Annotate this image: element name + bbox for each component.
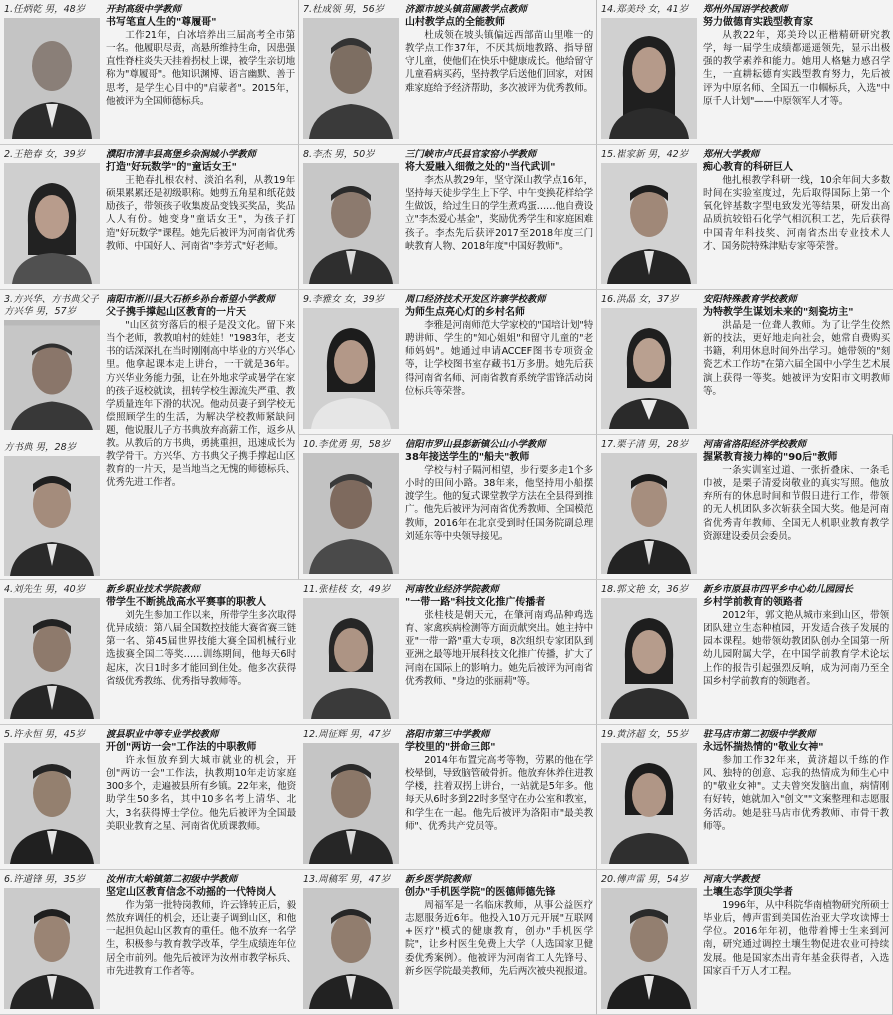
profile-unit: 郑州外国语学校教师 — [703, 4, 788, 15]
portrait-photo — [601, 598, 697, 719]
profile-body: 参加工作32年来，黄济超以千练的作风、独特的创意、忘我的热情成为师生心中的"敬业女神"。丈夫曾突发脑出血，病情刚有好转，她就加入"创文""文案整理和志愿服务活动。她是驻马店市优秀教师、市骨干教师等。 — [703, 755, 889, 832]
portrait-photo — [303, 453, 399, 574]
profile-headline: 学校里的"拼命三郎" — [405, 742, 496, 754]
profile-text — [703, 583, 889, 722]
profile-caption: 20.傅声雷 男，54岁 — [601, 874, 689, 885]
profile-text — [106, 728, 296, 867]
profile-text — [106, 148, 295, 287]
portrait-photo — [601, 453, 697, 574]
portrait-photo — [303, 598, 399, 719]
profile-body: 他扎根教学科研一线，10余年间大多数时间在实验室度过，先后取得国际上第一个氧化锌基数字型电致发光等结果，研发出高品质抗较铅石化学气相沉积工艺，先后获得中国青年科技奖、河南省杰出专业技术人才、国务院特殊津贴专家等荣誉。 — [703, 175, 890, 252]
profile-caption: 18.郭文艳 女，36岁 — [601, 584, 689, 595]
profile-unit: 洛阳市第三中学教师 — [405, 729, 490, 740]
profile-body: 李雅是河南师范大学家校的"国培计划"特聘讲师、学生的"知心姐姐"和留守儿童的"老师妈妈"。她通过申请ACCEF图书专项资金等，让学校图书室存藏书1万多册。她先后获得河南省名师、河南省教育系统学雷锋活动岗位标兵等荣誉。 — [405, 320, 593, 397]
profile-caption: 2.王艳春 女，39岁 — [4, 149, 86, 160]
portrait-photo — [303, 743, 399, 864]
profile-text — [703, 873, 889, 1012]
profile-card-2 — [0, 145, 299, 290]
profile-body: 2012年，郭文艳从城市来到山区，带领团队建立生态种植园，开发适合孩子发展的园本课程。她带领幼教团队创办全国第一所幼儿园附属大学，在中国学前教育学术论坛上作的报告引起强烈反响，成为河南乃至全国乡村学前教育的领跑者。 — [703, 610, 889, 687]
profile-caption-son: 方书典 男，28岁 — [4, 442, 77, 453]
profile-card-15 — [597, 145, 893, 290]
profile-card-10 — [299, 435, 597, 580]
profile-unit: 渡县职业中等专业学校教师 — [106, 729, 219, 740]
profile-body: 1996年，从中科院华南植物研究所硕士毕业后，傅声雷到美国佐治亚大学攻读博士学位。2016年年初，他带着博士生来到河南，研究通过调控土壤生物促进农业可持续发展。他是国家杰出青年基金获得者，入选国家百千万人才工程。 — [703, 900, 889, 977]
profile-card-9 — [299, 290, 597, 435]
portrait-photo — [4, 18, 100, 139]
profile-unit: 汝州市大峪镇第二初级中学教师 — [106, 874, 238, 885]
profile-caption: 6.许道锋 男，35岁 — [4, 874, 86, 885]
profile-text — [405, 148, 593, 287]
profile-headline: 为特教学生谋划未来的"刻瓷坊主" — [703, 307, 854, 319]
profile-unit: 新乡医学院教师 — [405, 874, 471, 885]
profile-card-18 — [597, 580, 893, 725]
profile-text — [703, 148, 890, 287]
profile-card-4 — [0, 580, 299, 725]
profile-caption: 17.栗子清 男，28岁 — [601, 439, 689, 450]
profile-card-3 — [0, 290, 299, 580]
profile-headline: "一带一路"科技文化推广传播者 — [405, 597, 546, 609]
profile-card-8 — [299, 145, 597, 290]
profile-caption: 15.崔家新 男，42岁 — [601, 149, 689, 160]
profile-headline: 为师生点亮心灯的乡村名师 — [405, 307, 525, 319]
profile-text — [703, 438, 889, 577]
profile-unit: 信阳市罗山县彭新镇公山小学教师 — [405, 439, 546, 450]
profile-caption — [4, 294, 100, 318]
profile-text — [703, 728, 889, 867]
profile-caption: 5.许永恒 男，45岁 — [4, 729, 86, 740]
profile-text — [703, 3, 890, 142]
portrait-photo — [601, 743, 697, 864]
profile-text — [405, 583, 593, 722]
profile-caption: 4.刘先生 男，40岁 — [4, 584, 86, 595]
portrait-photo — [601, 163, 697, 284]
profile-headline: 土壤生态学顶尖学者 — [703, 887, 793, 899]
profile-card-19 — [597, 725, 893, 870]
profile-unit: 三门峡市卢氏县官家窑小学教师 — [405, 149, 537, 160]
profile-headline: 38年接送学生的"船夫"教师 — [405, 452, 530, 464]
profile-headline: 永远怀揣热情的"敬业女神" — [703, 742, 824, 754]
profile-text — [106, 3, 295, 142]
profile-text — [106, 293, 295, 577]
portrait-photo — [4, 888, 100, 1009]
profile-text — [703, 293, 890, 432]
profile-text — [405, 3, 593, 142]
profile-card-11 — [299, 580, 597, 725]
profile-headline: 痴心教育的科研巨人 — [703, 162, 793, 174]
profile-card-13 — [299, 870, 597, 1015]
profile-body: 张桂枝是朝天元，在肇河南鸡品种鸡选育、家禽疾病检测等方面贡献突出。她主持中亚"一带一路"重大专项，8次组织专家团队到亚洲之最等地开展科技文化推广传播，扩大了河南在国际上的影响力。她先后被评为河南省优秀教师、"身边的张丽莉"等。 — [405, 610, 593, 687]
profile-text — [405, 728, 593, 867]
profile-card-1 — [0, 0, 299, 145]
profile-headline: 开创"两访一会"工作法的中职教师 — [106, 742, 257, 754]
profile-body: 作为第一批特岗教师，许云锋转正后，毅然放弃调任的机会，还让妻子调到山区，和他一起担负起山区教育的重任。他不放弃一名学生，积极参与教育教学改革，学生成绩连年位居全市前列。他先后被评为汝州市教学标兵、市先进教育工作者等。 — [106, 900, 296, 977]
profile-unit: 新乡职业技术学院教师 — [106, 584, 200, 595]
profile-card-12 — [299, 725, 597, 870]
profile-caption: 13.周稿军 男，47岁 — [303, 874, 391, 885]
profile-headline: 将大爱融入细微之处的"当代武训" — [405, 162, 556, 174]
profile-body: 一条实训室过道、一张折叠床、一条毛巾被，是栗子清爱岗敬业的真实写照。他放弃所有的休息时间和节假日进行工作，带领的无人机团队多次斩获全国大奖。他是河南省优秀青年教师、全国无人机职业教育教学资源建设委员会委员。 — [703, 465, 889, 542]
profile-unit: 周口经济技术开发区许寨学校教师 — [405, 294, 546, 305]
profile-body: 工作21年，白冰培养出三届高考全市第一名。他履职尽责，高悬所维持生命，因患强直性脊柱炎失天挂着拐杖上课，被学生亲切地称为"尊履哥"。他知识渊博、语言幽默、善于思考，是学生心目中的"启蒙者"。2015年，他被评为全国师德标兵。 — [106, 30, 295, 107]
profile-unit: 濮阳市清丰县高堡乡杂涧城小学教师 — [106, 149, 257, 160]
profile-unit: 济源市坡头镇苗圃教学点教师 — [405, 4, 527, 15]
profile-card-5 — [0, 725, 299, 870]
profile-body: 刘先生参加工作以来，所带学生多次取得优异成绩：第八届全国数控技能大赛省赛三链第一名、第45届世界技能大赛全国机械行业选拔赛全国二等奖……训练期间，他每天6时起床，次日1时多才能回到住处。他多次获得省级优秀教练、优秀指导教师等。 — [106, 610, 296, 687]
profile-caption: 19.黄济超 女，55岁 — [601, 729, 689, 740]
profile-body: 从教22年，郑美玲以正楷精研研究教学，每一届学生成绩都遥遥领先，显示出极强的教学素养和能力。她用人格魅力感召学生，一直耕耘德育实践型教育努力，先后被评为中原名师、全国五一巾帼标兵，入选"中原千人计划"——中原领军人才等。 — [703, 30, 890, 107]
profile-card-7 — [299, 0, 597, 145]
profile-body: 2014年布置完高考等物，劳累的他在学校晕倒，导致脑管破骨折。他放弃休养住进教学楼，拄着双拐上讲台，一站就是5年多。他每天从6时多到22时多坚守在办公室和教室，和学生在一起。他先后被评为洛阳市"最美教师"、优秀共产党员等。 — [405, 755, 593, 832]
profile-headline: 山村教学点的全能教师 — [405, 17, 505, 29]
profile-caption: 8.李杰 男，50岁 — [303, 149, 375, 160]
portrait-photo — [4, 598, 100, 719]
profile-body: 许永恒放弃到大城市就业的机会，开创"两访一会"工作法，执教期10年走访家庭300多个，走遍被县所有乡镇。22年来，他资助学生50多名，其中10多名考上清华、北大，3名获得博士学位。他先后被评为全国最美职业教育之星、河南省优质课教师。 — [106, 755, 296, 832]
portrait-photo-son — [4, 456, 100, 576]
profile-caption: 10.李优勇 男，58岁 — [303, 439, 391, 450]
profile-body: 洪晶是一位聋人教师。为了让学生佼然新的技法，更好地走向社会，她常自费购买书籍，利用休息时间外出学习。她带领的"刻瓷艺术工作坊"在第六届全国中小学生艺术展演上获得一等奖。她被评为安阳市文明教师等。 — [703, 320, 890, 397]
profile-headline: 坚定山区教育信念不动摇的一代特岗人 — [106, 887, 276, 899]
profile-headline: 握紧教育接力棒的"90后"教师 — [703, 452, 838, 464]
portrait-photo — [303, 18, 399, 139]
profile-unit: 驻马店市第二初级中学教师 — [703, 729, 816, 740]
profile-headline: 父子携手撑起山区教育的一片天 — [106, 307, 246, 319]
portrait-photo — [303, 163, 399, 284]
profile-unit: 河南大学教授 — [703, 874, 760, 885]
profile-body: 王艳春扎根农村、淡泊名利，从教19年硕果累累还是初级职称。她剪五角星和纸花鼓励孩子，带领孩子收集废品变钱买奖品，奖品人人有份。她变身"童话女王"，为孩子打造"好玩数学"课程。她先后被评为河南省优秀教师、中国好人、河南省"李芳式"好老师。 — [106, 175, 295, 252]
profile-caption: 9.李雅女 女，39岁 — [303, 294, 385, 305]
portrait-photo — [4, 163, 100, 284]
profile-headline: 书写笔直人生的"尊履哥" — [106, 17, 217, 29]
profile-body: 周福军是一名临床教师，从事公益医疗志愿服务近6年。他投入10万元开展"互联网+医疗"模式的健康教育，创办"手机医学院"，让乡村医生免费上大学（人选国家卫健委优秀案例）。他被评为河南省工人先锋号、新乡医学院最美教师，先后两次被央视报道。 — [405, 900, 593, 977]
profile-body: 李杰从教29年，坚守深山教学点16年，坚持每天徒步学生上下学、中午变换花样给学生做饭，给过生日的学生煮鸡蛋……他自费设立"李杰爱心基金"，奖励优秀学生和家庭困难孩子。李杰先后获评2017至2018年度三门峡教育人物、2018年度"中国好教师"。 — [405, 175, 593, 252]
profile-caption: 7.杜成领 男，56岁 — [303, 4, 385, 15]
profile-card-16 — [597, 290, 893, 435]
profile-headline: 打造"好玩数学"的"童话女王" — [106, 162, 237, 174]
profile-unit: 开封高级中学教师 — [106, 4, 182, 15]
portrait-photo — [303, 888, 399, 1009]
profile-text — [405, 873, 593, 1012]
portrait-photo — [303, 308, 399, 429]
profile-card-17 — [597, 435, 893, 580]
profile-headline: 创办"手机医学院"的医德师德先锋 — [405, 887, 556, 899]
portrait-photo — [601, 308, 697, 429]
profile-unit: 郑州大学教师 — [703, 149, 760, 160]
profile-unit: 新乡市原县市四平乡中心幼儿园园长 — [703, 584, 854, 595]
profile-text — [405, 293, 593, 432]
portrait-photo — [601, 888, 697, 1009]
profile-unit: 河南牧业经济学院教师 — [405, 584, 499, 595]
profile-unit: 河南省洛阳经济学校教师 — [703, 439, 807, 450]
profile-body: 学校与村子隔河相望，步行要多走1个多小时的田间小路。38年来，他坚持用小船摆渡学生。他的复式课堂教学方法在全县得到推广。他先后被评为河南省优秀教师、全国模范教师，2016年在北京受到时任国务院副总理刘延东等中央领导接见。 — [405, 465, 593, 542]
portrait-photo — [601, 18, 697, 139]
profile-caption: 12.周征辉 男，47岁 — [303, 729, 391, 740]
portrait-photo — [4, 743, 100, 864]
profile-caption: 14.郑美玲 女，41岁 — [601, 4, 689, 15]
profile-unit: 南阳市淅川县大石桥乡孙台希望小学教师 — [106, 294, 275, 305]
profile-caption-joint: 3.方兴华、方书典父子 — [4, 294, 99, 305]
profile-unit: 安阳特殊教育学校教师 — [703, 294, 797, 305]
profile-card-20 — [597, 870, 893, 1015]
profile-body: 杜成领在坡头镇偏远西部苗山里唯一的教学点工作37年，不厌其烦地教路、指导留守儿童，使他们在快乐中健康成长。他给留守儿童看病买药，坚持教学后送他们回家，对困难家庭给予经济帮助，多次被评为优秀教师。 — [405, 30, 593, 94]
profile-text — [106, 583, 296, 722]
profile-headline: 努力做德育实践型教育家 — [703, 17, 813, 29]
profile-caption: 16.洪晶 女，37岁 — [601, 294, 679, 305]
portrait-photo-father — [4, 320, 100, 430]
profile-text — [405, 438, 593, 577]
profile-headline: 乡村学前教育的领路者 — [703, 597, 803, 609]
profile-caption-father: 方兴华 男，57岁 — [4, 306, 77, 317]
profile-caption: 11.张桂枝 女，49岁 — [303, 584, 391, 595]
profile-body: "山区贫穷落后的根子是没文化。留下来当个老师，教教咱村的娃娃！"1983年，老支书的话深深扎在当时刚刚高中毕业的方兴华心里。他拿起课本走上讲台，一干就是36年。方兴华业务能力强，让在外地求学或暑学在家的孩子返校就读，扭转学校生源流失严重、教学质量连年下滑的状况。他动员妻子到学校无偿照顾学生的生活，为解决学校教师紧缺问题，他说服儿子方书典放弃高薪工作，返乡从教。从教后的方书典，勇挑重担，迅速成长为教学骨干。方兴华、方书典父子携手撑起山区教育的一片天，是当地当之无愧的师德标兵、优秀先进工作者。 — [106, 320, 295, 489]
profile-card-6 — [0, 870, 299, 1015]
profile-text — [106, 873, 296, 1012]
profile-card-14 — [597, 0, 893, 145]
profile-caption: 1.任炳乾 男，48岁 — [4, 4, 86, 15]
profile-headline: 带学生不断挑战高水平赛事的职教人 — [106, 597, 266, 609]
